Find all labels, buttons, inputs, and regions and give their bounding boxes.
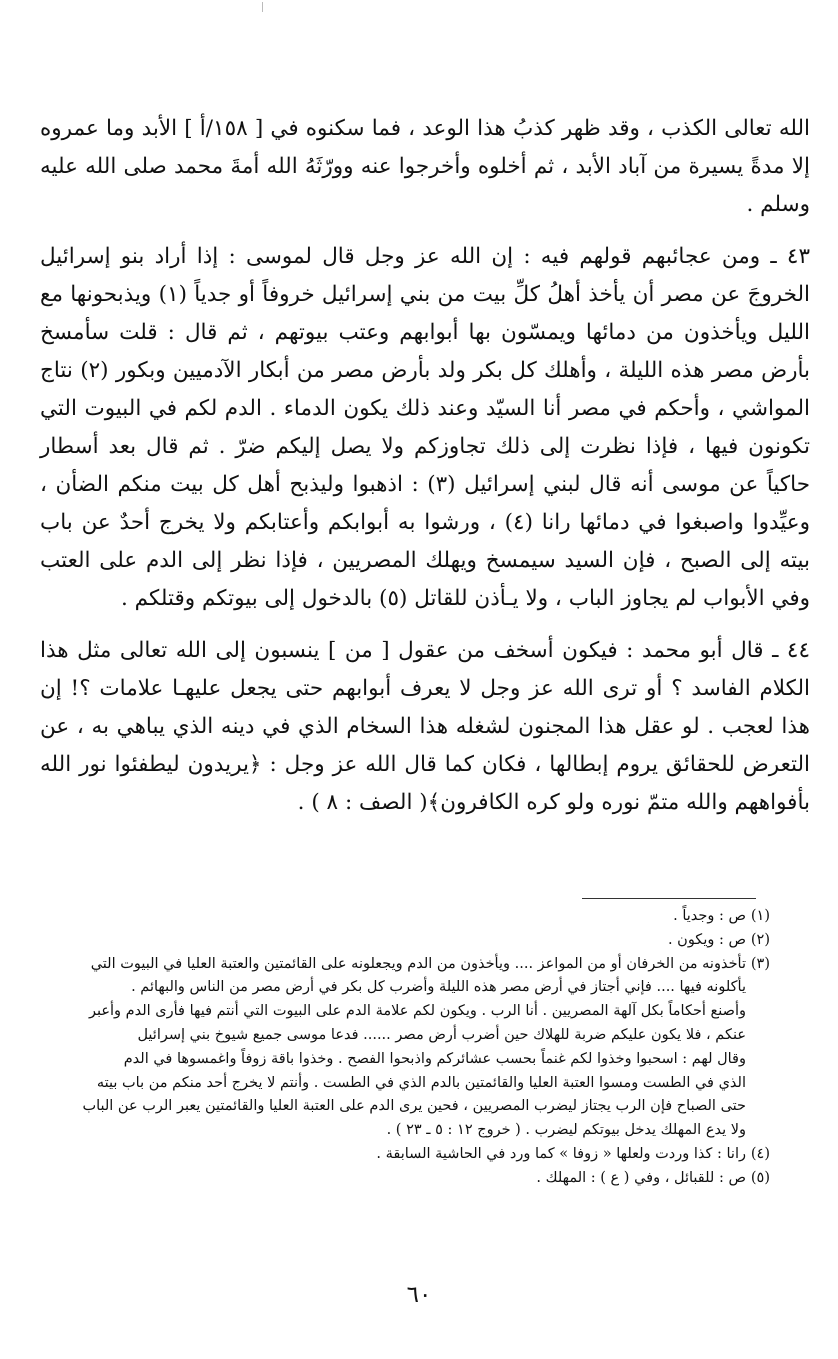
footnote-separator bbox=[582, 898, 756, 899]
footnote-number: (٢) bbox=[750, 931, 770, 948]
footnote-line: الذي في الطست ومسوا العتبة العليا والقائمتين بالدم الذي في الطست . وأنتم لا يخرج أحد منكم من باب بيته bbox=[96, 1074, 746, 1091]
paragraph-43: ٤٣ ـ ومن عجائبهم قولهم فيه : إن الله عز وجل قال لموسى : إذا أراد بنو إسرائيل الخروجَ عن مصر أن يأخذ أهلُ كلِّ بيت من بني إسرائيل خروفاً أو جدياً (١) ويذبحونها مع الليل ويأخذون من دمائها ويمسّون بها أبوابهم وعتب بيوتهم ، ثم قال : قلت سأمسخ بأرض مصر هذه الليلة ، وأهلك كل بكر ولد بأرض مصر من أبكار الآدميين وبكور (٢) نتاج المواشي ، وأحكم في مصر أنا السيّد وعند ذلك يكون الدماء . الدم لكم في البيوت التي تكونون فيها ، فإذا نظرت إلى ذلك تجاوزكم ولا يصل إليكم ضرّ . ثم قال بعد أسطار حاكياً عن موسى أنه قال لبني إسرائيل (٣) : اذهبوا وليذبح أهل كل بيت منكم الضأن ، وعيِّدوا واصبغوا في دمائها رانا (٤) ، ورشوا به أبوابكم وأعتابكم ولا يخرج أحدٌ عن باب بيته إلى الصبح ، فإن السيد سيمسخ ويهلك المصريين ، فإذا نظر إلى الدم على العتب وفي الأبواب لم يجاوز الباب ، ولا يـأذن للقاتل (٥) بالدخول إلى بيوتكم وقتلكم . bbox=[40, 244, 810, 611]
footnote-line: يأكلونه فيها .... فإني أجتاز في أرض مصر هذه الليلة وأضرب كل بكر في أرض مصر من الناس والبهائم . bbox=[131, 979, 746, 996]
footnote-line: تأخذونه من الخرفان أو من المواعز .... ويأخذون من الدم ويجعلونه على القائمتين والعتبة العليا في البيوت التي bbox=[90, 955, 746, 972]
footnote-line: حتى الصباح فإن الرب يجتاز ليضرب المصريين ، فحين يرى الدم على العتبة العليا والقائمتين يعبر الرب عن الباب bbox=[82, 1098, 746, 1115]
main-text bbox=[40, 110, 810, 836]
footnote-number: (٣) bbox=[750, 955, 770, 972]
page-number-area bbox=[0, 1282, 838, 1308]
top-crop-mark bbox=[262, 2, 263, 12]
footnote-line: وقال لهم : اسحبوا وخذوا لكم غنماً بحسب عشائركم واذبحوا الفصح . وخذوا باقة زوفاً واغمسوها في الدم bbox=[123, 1050, 746, 1067]
footnote-line: ص : للقبائل ، وفي ( ع ) : المهلك . bbox=[536, 1169, 746, 1186]
footnote-number: (٤) bbox=[750, 1145, 770, 1162]
page-number: ٦٠ bbox=[406, 1282, 432, 1308]
footnote bbox=[40, 953, 770, 1143]
footnote-line: رانا : كذا وردت ولعلها « زوفا » كما ورد في الحاشية السابقة . bbox=[376, 1145, 746, 1162]
footnote-number: (١) bbox=[750, 908, 770, 924]
footnotes bbox=[40, 905, 770, 1191]
footnote-line: ص : وجدياً . bbox=[673, 908, 746, 924]
footnote bbox=[40, 905, 770, 929]
paragraph-44: ٤٤ ـ قال أبو محمد : فيكون أسخف من عقول [ من ] ينسبون إلى الله تعالى مثل هذا الكلام الفاسد ؟ أو ترى الله عز وجل لا يعرف أبوابهم حتى يجعل عليهـا علامات ؟! إن هذا لعجب . لو عقل هذا المجنون لشغله هذا السخام الذي في دينه الذي يباهي به ، عن التعرض للحقائق يروم إبطالها ، فكان كما قال الله عز وجل : ﴿يريدون ليطفئوا نور الله بأفواههم والله متمّ نوره ولو كره الكافرون﴾( الصف : ٨ ) . bbox=[40, 638, 810, 815]
footnote-number: (٥) bbox=[750, 1169, 770, 1186]
footnote-line: ص : ويكون . bbox=[667, 931, 746, 948]
footnote bbox=[40, 929, 770, 953]
footnote-line: ولا يدع المهلك يدخل بيوتكم ليضرب . ( خروج ١٢ : ٥ ـ ٢٣ ) . bbox=[386, 1122, 746, 1139]
footnote-line: عنكم ، فلا يكون عليكم ضربة للهلاك حين أضرب أرض مصر ...... فدعا موسى جميع شيوخ بني إسرائيل bbox=[137, 1026, 746, 1043]
footnote bbox=[40, 1143, 770, 1167]
footnote bbox=[40, 1167, 770, 1191]
paragraph: الله تعالى الكذب ، وقد ظهر كذبُ هذا الوعد ، فما سكنوه في [ ١٥٨/أ ] الأبد وما عمروه إلا مدةً يسيرة من آباد الأبد ، ثم أخلوه وأخرجوا عنه وورّثَهُ الله أمةَ محمد صلى الله عليه وسلم . bbox=[40, 116, 810, 217]
footnote-line: وأصنع أحكاماً بكل آلهة المصريين . أنا الرب . ويكون لكم علامة الدم على البيوت التي أنتم فيها فأرى الدم وأعبر bbox=[88, 1003, 746, 1020]
